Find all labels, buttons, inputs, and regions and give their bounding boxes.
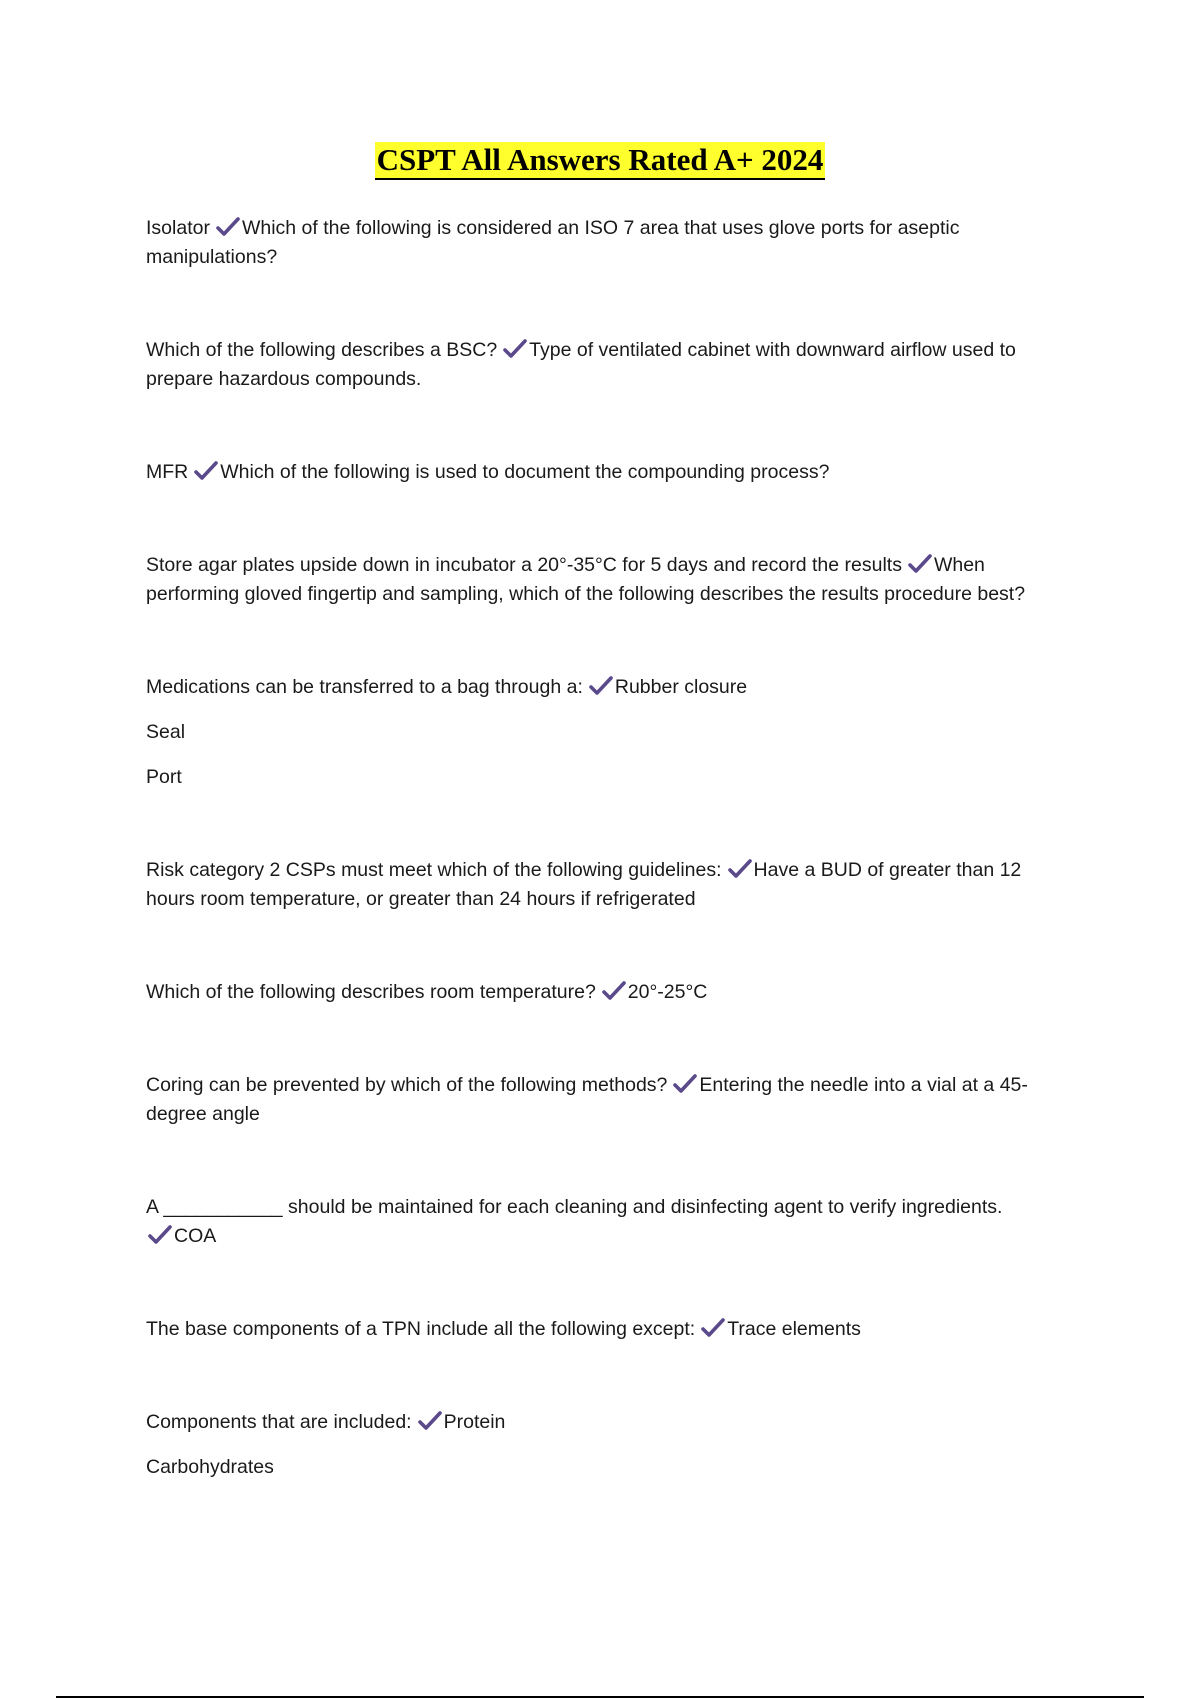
qa-answer: Type of ventilated cabinet with downward airflow used to prepare hazardous compounds. bbox=[146, 339, 1016, 390]
qa-item bbox=[146, 673, 1046, 702]
qa-answer: Which of the following is used to document the compounding process? bbox=[220, 461, 830, 483]
qa-item bbox=[146, 1315, 1046, 1344]
document-title: CSPT All Answers Rated A+ 2024 bbox=[375, 142, 826, 180]
qa-prompt: Medications can be transferred to a bag through a: bbox=[146, 676, 583, 698]
page-bottom-rule bbox=[56, 1696, 1144, 1698]
qa-answer: Have a BUD of greater than 12 hours room temperature, or greater than 24 hours if refrigerated bbox=[146, 859, 1022, 910]
qa-item bbox=[146, 214, 1046, 272]
qa-item bbox=[146, 1193, 1046, 1251]
qa-item bbox=[146, 458, 1046, 487]
qa-answer: Which of the following is considered an ISO 7 area that uses glove ports for aseptic manipulations? bbox=[146, 217, 960, 268]
qa-item bbox=[146, 1408, 1046, 1437]
qa-item bbox=[146, 978, 1046, 1007]
qa-prompt: Coring can be prevented by which of the following methods? bbox=[146, 1074, 668, 1096]
qa-answer: Rubber closure bbox=[614, 676, 748, 698]
title-container bbox=[0, 142, 1200, 180]
qa-prompt: Which of the following describes a BSC? bbox=[146, 339, 498, 361]
qa-item bbox=[146, 856, 1046, 914]
qa-prompt: Isolator bbox=[146, 217, 210, 239]
qa-prompt: Components that are included: bbox=[146, 1411, 412, 1433]
check-icon bbox=[908, 554, 932, 574]
qa-prompt: Which of the following describes room temperature? bbox=[146, 981, 596, 1003]
qa-prompt: The base components of a TPN include all the following except: bbox=[146, 1318, 696, 1340]
answer-option: Seal bbox=[146, 721, 186, 743]
qa-answer: When performing gloved fingertip and sampling, which of the following describes the results procedure best? bbox=[146, 554, 1026, 605]
check-icon bbox=[503, 339, 527, 359]
check-icon bbox=[418, 1411, 442, 1431]
qa-prompt: A ___________ should be maintained for each cleaning and disinfecting agent to verify ingredients. bbox=[146, 1196, 1003, 1218]
answer-option: Port bbox=[146, 766, 182, 788]
qa-prompt: MFR bbox=[146, 461, 189, 483]
check-icon bbox=[148, 1225, 172, 1245]
qa-prompt: Store agar plates upside down in incubator a 20°-35°C for 5 days and record the results bbox=[146, 554, 902, 576]
qa-list bbox=[146, 214, 1046, 1482]
check-icon bbox=[728, 859, 752, 879]
check-icon bbox=[589, 676, 613, 696]
check-icon bbox=[194, 461, 218, 481]
qa-prompt: Risk category 2 CSPs must meet which of the following guidelines: bbox=[146, 859, 722, 881]
check-icon bbox=[673, 1074, 697, 1094]
qa-answer: Protein bbox=[443, 1411, 506, 1433]
check-icon bbox=[216, 217, 240, 237]
qa-answer: COA bbox=[174, 1225, 217, 1247]
qa-item bbox=[146, 1071, 1046, 1129]
check-icon bbox=[701, 1318, 725, 1338]
qa-answer: 20°-25°C bbox=[627, 981, 708, 1003]
qa-item bbox=[146, 551, 1046, 609]
qa-answer: Trace elements bbox=[727, 1318, 861, 1340]
qa-answer: Entering the needle into a vial at a 45-degree angle bbox=[146, 1074, 1028, 1125]
answer-option: Carbohydrates bbox=[146, 1456, 274, 1478]
qa-item bbox=[146, 336, 1046, 394]
check-icon bbox=[602, 981, 626, 1001]
